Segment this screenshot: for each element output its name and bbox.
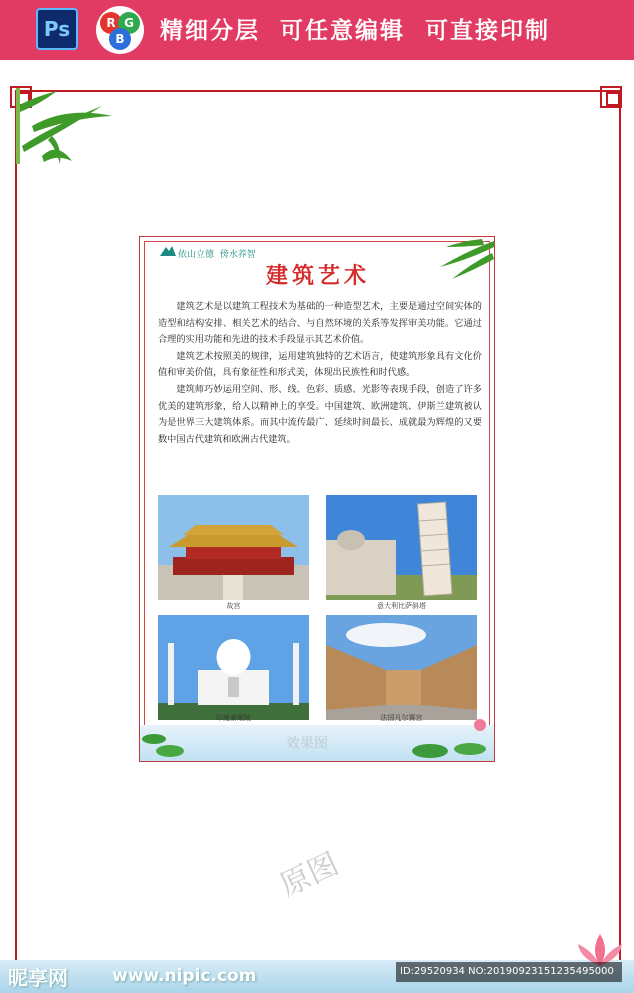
photo-caption: 法国凡尔赛宫 [380, 714, 423, 722]
photo-caption: 意大利比萨斜塔 [377, 602, 426, 610]
paragraph: 建筑师巧妙运用空间、形、线、色彩、质感、光影等表现手段，创造了许多优美的建筑形象，给人以精神上的享受。中国建筑、欧洲建筑、伊斯兰建筑被认为是世界三大建筑体系。而其中流传最广、延续时间最长、成就最为辉煌的又要数中国古代建筑和欧洲古代建筑。 [158, 383, 482, 445]
poster-title: 建筑艺术 [265, 263, 370, 289]
forbidden-city-photo [158, 495, 309, 600]
image-id-bar: ID:29520934 NO:20190923151235495000 [396, 962, 622, 982]
poster [139, 236, 495, 762]
original-watermark: 原图 [274, 846, 345, 904]
nipic-logo: 昵享网 [8, 966, 68, 990]
bamboo-leaves-icon [12, 86, 122, 166]
nipic-url: www.nipic.com [112, 966, 257, 986]
top-banner [0, 0, 634, 60]
rgb-g-dot: G [118, 12, 140, 34]
poster-motto: 依山立德 傍水养智 [178, 250, 256, 260]
versailles-photo [326, 615, 477, 720]
photo-caption: 印度泰姬陵 [216, 714, 251, 722]
poster-body [158, 299, 482, 448]
pisa-tower-photo [326, 495, 477, 600]
banner-tagline: 精细分层 可任意编辑 可直接印制 [160, 18, 551, 44]
rgb-icon [96, 6, 144, 54]
rgb-b-dot: B [109, 28, 131, 50]
effect-watermark: 效果图 [286, 736, 328, 752]
rgb-r-dot: R [100, 12, 122, 34]
photoshop-icon: Ps [36, 8, 78, 50]
corner-knot-top-right [600, 86, 622, 108]
paragraph: 建筑艺术按照美的规律，运用建筑独特的艺术语言，使建筑形象具有文化价值和审美价值，具有象征性和形式美，体现出民族性和时代感。 [158, 350, 482, 379]
mountain-logo-icon [160, 244, 176, 258]
paragraph: 建筑艺术是以建筑工程技术为基础的一种造型艺术，主要是通过空间实体的造型和结构安排、相关艺术的结合、与自然环境的关系等发挥审美功能。它通过合理的实用功能和先进的技术手段显示其艺术价值。 [158, 301, 482, 346]
photo-caption: 故宫 [226, 602, 241, 610]
taj-mahal-photo [158, 615, 309, 720]
